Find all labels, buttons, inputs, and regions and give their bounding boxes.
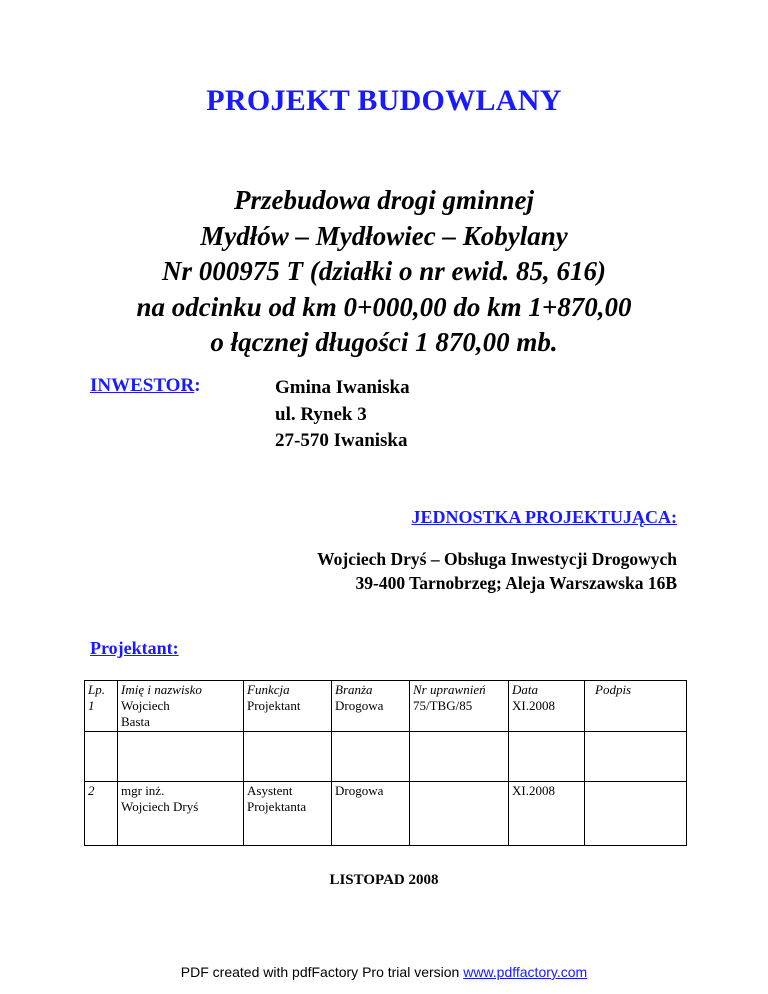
row-2-name-line: Wojciech Dryś	[121, 799, 199, 814]
row-2-lp: 2	[85, 782, 118, 846]
row-1-spacer	[85, 732, 118, 782]
investor-address-line: ul. Rynek 3	[275, 403, 367, 425]
subtitle-line: Nr 000975 T (działki o nr ewid. 85, 616)	[161, 256, 606, 286]
design-unit-label	[411, 507, 677, 528]
row-2-name-line: mgr inż.	[121, 783, 165, 798]
table-row	[85, 732, 687, 782]
document-title: PROJEKT BUDOWLANY	[206, 84, 562, 117]
row-2-branch: Drogowa	[332, 782, 410, 846]
investor-label-text: INWESTOR	[90, 375, 195, 396]
investor-address-line: 27-570 Iwaniska	[275, 430, 408, 451]
subtitle-line: Przebudowa drogi gminnej	[233, 185, 535, 215]
row-1-spacer	[332, 732, 410, 782]
row-2-signature	[585, 782, 687, 846]
table-row	[85, 782, 687, 846]
row-2-date: XI.2008	[509, 782, 585, 846]
row-2-license	[410, 782, 509, 846]
investor-label	[90, 375, 201, 397]
row-1-branch: Drogowa	[335, 698, 384, 713]
row-1-license: 75/TBG/85	[413, 698, 473, 713]
design-unit-address-line: 39-400 Tarnobrzeg; Aleja Warszawska 16B	[355, 573, 677, 593]
design-unit-label-text: JEDNOSTKA PROJEKTUJĄCA:	[411, 507, 677, 527]
subtitle-line: na odcinku od km 0+000,00 do km 1+870,00	[136, 291, 632, 322]
subtitle-line: Mydłów – Mydłowiec – Kobylany	[200, 220, 568, 251]
project-subtitle	[0, 183, 768, 361]
investor-label-colon: :	[194, 375, 201, 396]
design-unit-address	[317, 547, 677, 595]
col-header-lp	[85, 681, 118, 732]
row-1-spacer	[509, 732, 585, 782]
subtitle-line: o łącznej długości 1 870,00 mb.	[210, 327, 558, 357]
col-header-function-text: Funkcja	[247, 682, 290, 697]
row-1-date: XI.2008	[512, 698, 555, 713]
row-2-function-line: Projektanta	[247, 799, 307, 814]
row-1-function: Projektant	[247, 698, 301, 713]
row-1-spacer	[244, 732, 332, 782]
col-header-branch-text: Branża	[335, 682, 373, 697]
designers-label	[90, 638, 179, 659]
investor-address	[275, 375, 410, 455]
col-header-date-text: Data	[512, 682, 538, 697]
row-1-name-line: Wojciech	[121, 698, 170, 713]
col-header-name	[118, 681, 244, 732]
table-header-row	[85, 681, 687, 732]
col-header-name-text: Imię i nazwisko	[121, 682, 202, 697]
col-header-signature-text: Podpis	[595, 682, 632, 697]
row-1-name-line: Basta	[121, 714, 150, 729]
pdffactory-link[interactable]: www.pdffactory.com	[463, 964, 588, 980]
row-1-spacer	[585, 732, 687, 782]
col-header-license	[410, 681, 509, 732]
row-1-spacer	[118, 732, 244, 782]
document-date: LISTOPAD 2008	[329, 872, 439, 888]
col-header-date	[509, 681, 585, 732]
pdf-footer-text: PDF created with pdfFactory Pro trial version	[180, 964, 464, 980]
row-2-function-line: Asystent	[247, 783, 293, 798]
col-header-signature	[585, 681, 687, 732]
designers-table	[84, 680, 687, 846]
row-2-function	[244, 782, 332, 846]
col-header-branch	[332, 681, 410, 732]
col-header-license-text: Nr uprawnień	[413, 682, 486, 697]
design-unit-address-line: Wojciech Dryś – Obsługa Inwestycji Drogowych	[317, 549, 677, 569]
designers-label-text: Projektant:	[90, 638, 179, 658]
row-2-name	[118, 782, 244, 846]
pdf-footer	[0, 964, 768, 980]
col-header-function	[244, 681, 332, 732]
row-1-lp: 1	[88, 698, 95, 713]
col-header-lp-text: Lp.	[88, 682, 105, 697]
investor-address-line: Gmina Iwaniska	[275, 377, 410, 398]
row-1-spacer	[410, 732, 509, 782]
